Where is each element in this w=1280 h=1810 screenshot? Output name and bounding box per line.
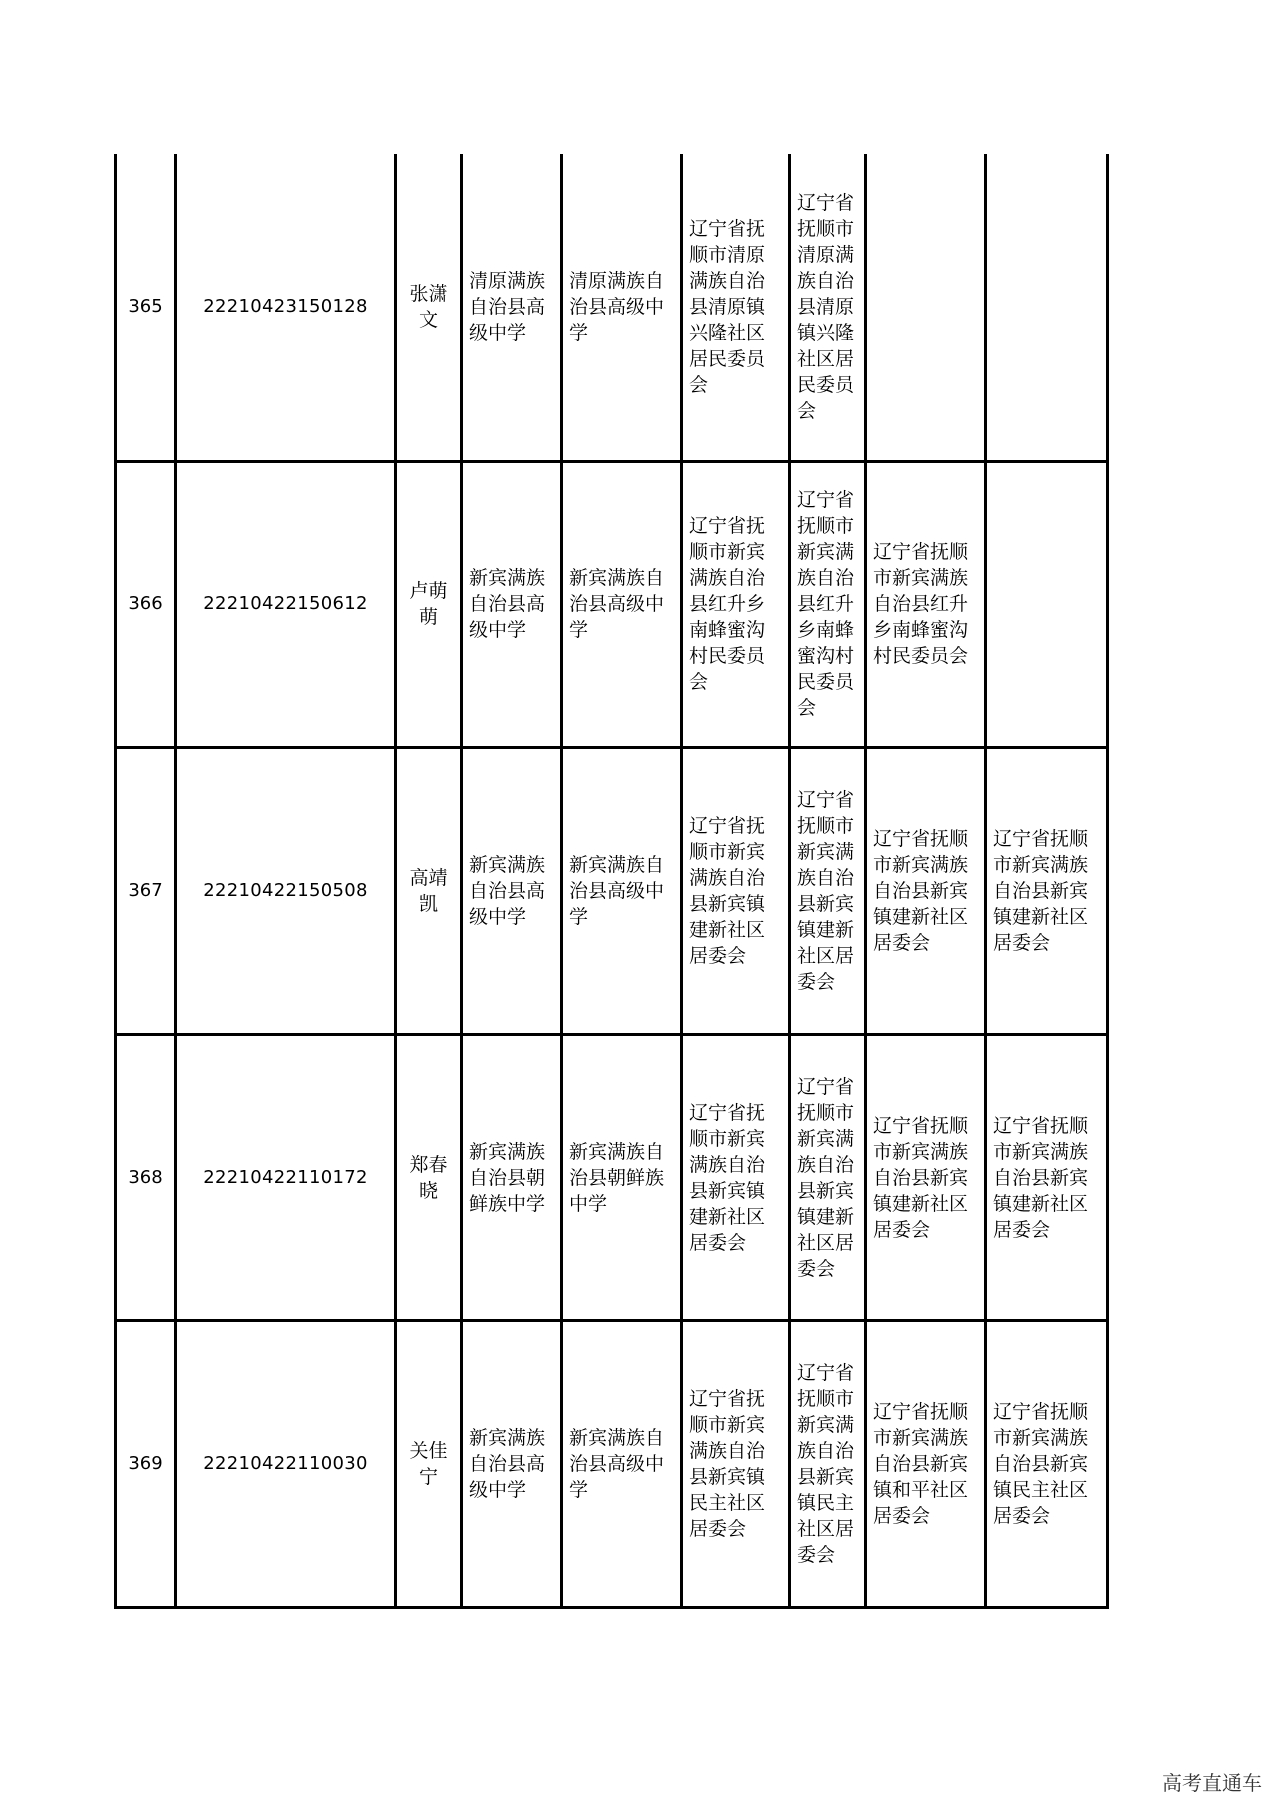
address-cell: 辽宁省抚顺市新宾满族自治县新宾镇建新社区居委会	[986, 1034, 1108, 1321]
school-cell: 新宾满族自治县高级中学	[562, 748, 682, 1035]
row-number: 368	[116, 1034, 176, 1321]
table-row	[116, 1034, 1108, 1321]
school-cell: 新宾满族自治县朝鲜族中学	[562, 1034, 682, 1321]
table-row	[116, 154, 1108, 461]
table-row	[116, 748, 1108, 1035]
school-cell: 清原满族自治县高级中学	[462, 154, 562, 461]
student-name: 卢萌萌	[396, 461, 462, 748]
student-name: 郑春晓	[396, 1034, 462, 1321]
address-cell: 辽宁省抚顺市新宾满族自治县新宾镇建新社区居委会	[790, 1034, 866, 1321]
school-cell: 新宾满族自治县高级中学	[462, 1321, 562, 1608]
row-number: 367	[116, 748, 176, 1035]
roster-table-wrapper	[114, 154, 1106, 1609]
address-cell: 辽宁省抚顺市清原满族自治县清原镇兴隆社区居民委员会	[790, 154, 866, 461]
school-cell: 新宾满族自治县朝鲜族中学	[462, 1034, 562, 1321]
address-cell	[986, 154, 1108, 461]
row-number: 366	[116, 461, 176, 748]
registration-number: 22210422150508	[176, 748, 396, 1035]
student-name: 关佳宁	[396, 1321, 462, 1608]
school-cell: 新宾满族自治县高级中学	[462, 461, 562, 748]
address-cell: 辽宁省抚顺市新宾满族自治县新宾镇建新社区居委会	[866, 1034, 986, 1321]
address-cell: 辽宁省抚顺市新宾满族自治县新宾镇建新社区居委会	[682, 1034, 790, 1321]
address-cell: 辽宁省抚顺市清原满族自治县清原镇兴隆社区居民委员会	[682, 154, 790, 461]
school-cell: 清原满族自治县高级中学	[562, 154, 682, 461]
watermark-text: 高考直通车	[1162, 1771, 1262, 1795]
registration-number: 22210422150612	[176, 461, 396, 748]
registration-number: 22210422110030	[176, 1321, 396, 1608]
address-cell: 辽宁省抚顺市新宾满族自治县红升乡南蜂蜜沟村民委员会	[866, 461, 986, 748]
address-cell: 辽宁省抚顺市新宾满族自治县新宾镇和平社区居委会	[866, 1321, 986, 1608]
address-cell: 辽宁省抚顺市新宾满族自治县新宾镇建新社区居委会	[986, 748, 1108, 1035]
address-cell: 辽宁省抚顺市新宾满族自治县新宾镇建新社区居委会	[866, 748, 986, 1035]
student-name: 张潇文	[396, 154, 462, 461]
row-number: 369	[116, 1321, 176, 1608]
address-cell	[866, 154, 986, 461]
address-cell: 辽宁省抚顺市新宾满族自治县新宾镇民主社区居委会	[682, 1321, 790, 1608]
address-cell: 辽宁省抚顺市新宾满族自治县红升乡南蜂蜜沟村民委员会	[790, 461, 866, 748]
address-cell: 辽宁省抚顺市新宾满族自治县新宾镇民主社区居委会	[986, 1321, 1108, 1608]
school-cell: 新宾满族自治县高级中学	[462, 748, 562, 1035]
school-cell: 新宾满族自治县高级中学	[562, 461, 682, 748]
address-cell: 辽宁省抚顺市新宾满族自治县新宾镇建新社区居委会	[790, 748, 866, 1035]
school-cell: 新宾满族自治县高级中学	[562, 1321, 682, 1608]
address-cell	[986, 461, 1108, 748]
table-row	[116, 461, 1108, 748]
registration-number: 22210422110172	[176, 1034, 396, 1321]
row-number: 365	[116, 154, 176, 461]
roster-table	[114, 154, 1109, 1609]
student-name: 高靖凯	[396, 748, 462, 1035]
registration-number: 22210423150128	[176, 154, 396, 461]
address-cell: 辽宁省抚顺市新宾满族自治县新宾镇民主社区居委会	[790, 1321, 866, 1608]
table-row	[116, 1321, 1108, 1608]
address-cell: 辽宁省抚顺市新宾满族自治县红升乡南蜂蜜沟村民委员会	[682, 461, 790, 748]
address-cell: 辽宁省抚顺市新宾满族自治县新宾镇建新社区居委会	[682, 748, 790, 1035]
